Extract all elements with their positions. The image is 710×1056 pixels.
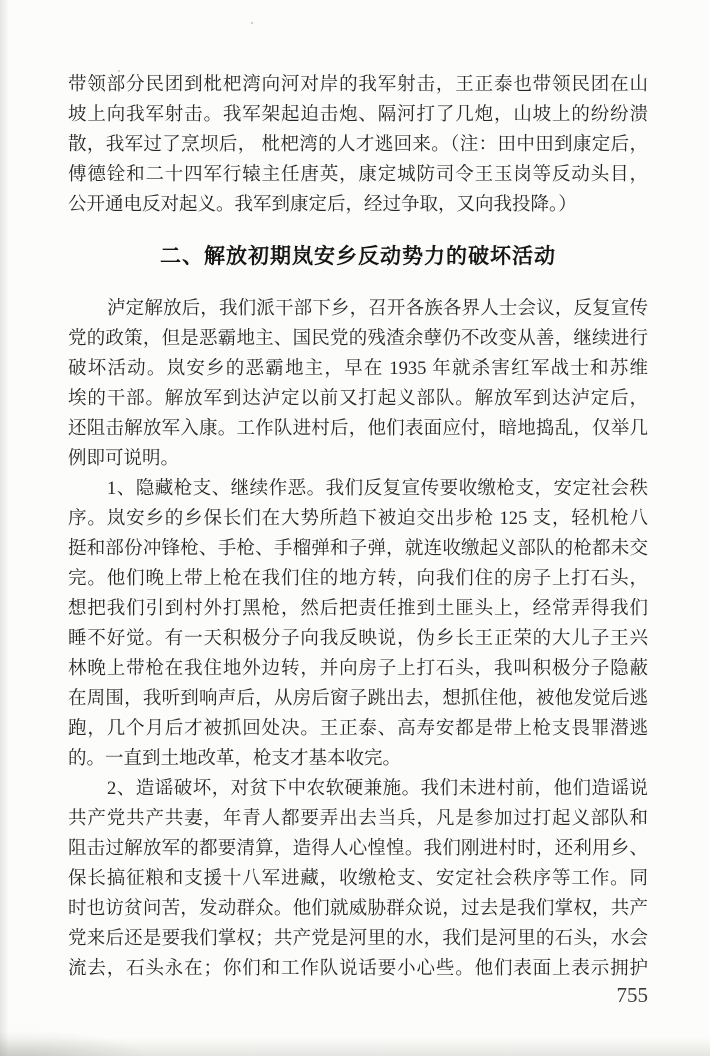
text-line: 散，我军过了烹坝后， 枇杷湾的人才逃回来。（注：田中田到康定后， (68, 135, 648, 155)
text-line: 跑，几个月后才被抓回处决。王正泰、高寿安都是带上枪支畏罪潜逃 (68, 719, 648, 739)
text-line: 泸定解放后，我们派干部下乡，召开各族各界人士会议，反复宣传 (107, 299, 648, 319)
paragraph-continuation (68, 70, 648, 220)
text-line: 在周围，我听到响声后，从房后窗子跳出去，想抓住他，被他发觉后逃 (68, 689, 648, 709)
text-line: 党的政策，但是恶霸地主、国民党的残渣余孽仍不改变从善，继续进行 (68, 329, 648, 349)
text-line: 保长搞征粮和支援十八军进藏，收缴枪支、安定社会秩序等工作。同 (68, 869, 648, 889)
text-line: 公开通电反对起义。我军到康定后，经过争取，又向我投降。） (68, 195, 577, 215)
text-line: 带领部分民团到枇杷湾向河对岸的我军射击，王正泰也带领民团在山 (68, 75, 648, 95)
text-line: 共产党共产共妻，年青人都要弄出去当兵，凡是参加过打起义部队和 (68, 809, 648, 829)
scan-edge-bottom (0, 1038, 710, 1056)
text-line: 破坏活动。岚安乡的恶霸地主，早在 1935 年就杀害红军战士和苏维 (68, 359, 648, 379)
page-body-text (68, 70, 648, 984)
text-line: 傅德铨和二十四军行辕主任唐英，康定城防司令王玉岗等反动头目， (68, 165, 648, 185)
text-line: 的。一直到土地改革，枪支才基本收完。 (68, 749, 402, 769)
text-line: 睡不好觉。有一天积极分子向我反映说，伪乡长王正荣的大儿子王兴 (68, 629, 648, 649)
text-line: 完。他们晚上带上枪在我们住的地方转，向我们住的房子上打石头， (68, 569, 648, 589)
text-line: 时也访贫问苦，发动群众。他们就威胁群众说，过去是我们掌权，共产 (68, 899, 648, 919)
text-line: 2、造谣破坏，对贫下中农软硬兼施。我们未进村前，他们造谣说 (107, 779, 648, 799)
page-number: 755 (616, 983, 648, 1007)
text-line: 林晚上带枪在我住地外边转，并向房子上打石头，我叫积极分子隐蔽 (68, 659, 648, 679)
text-line: 挺和部份冲锋枪、手枪、手榴弹和子弹，就连收缴起义部队的枪都未交 (68, 539, 648, 559)
text-line: 例即可说明。 (68, 449, 180, 469)
text-line: 阻击过解放军的都要清算，造得人心惶惶。我们刚进村时，还利用乡、 (68, 839, 648, 859)
text-line: 1、隐藏枪支、继续作恶。我们反复宣传要收缴枪支，安定社会秩 (107, 479, 648, 499)
paragraph-overview (68, 294, 648, 474)
text-line: 想把我们引到村外打黑枪，然后把责任推到土匪头上，经常弄得我们 (68, 599, 648, 619)
text-line: 党来后还是要我们掌权；共产党是河里的水，我们是河里的石头，水会 (68, 929, 648, 949)
text-line: 流去，石头永在；你们和工作队说话要小心些。他们表面上表示拥护 (68, 959, 648, 979)
paragraph-item-2 (68, 774, 648, 984)
scan-edge-left (0, 0, 9, 1056)
section-heading: 二、解放初期岚安乡反动势力的破坏活动 (160, 245, 556, 268)
text-line: 埃的干部。解放军到达泸定以前又打起义部队。解放军到达泸定后， (68, 389, 648, 409)
text-line: 坡上向我军射击。我军架起迫击炮、隔河打了几炮，山坡上的纷纷溃 (68, 105, 648, 125)
paragraph-item-1 (68, 474, 648, 774)
text-line: 还阻击解放军入康。工作队进村后，他们表面应付，暗地捣乱，仅举几 (68, 419, 648, 439)
scan-speck (251, 22, 253, 24)
text-line: 序。岚安乡的乡保长们在大势所趋下被迫交出步枪 125 支，轻机枪八 (68, 509, 648, 529)
